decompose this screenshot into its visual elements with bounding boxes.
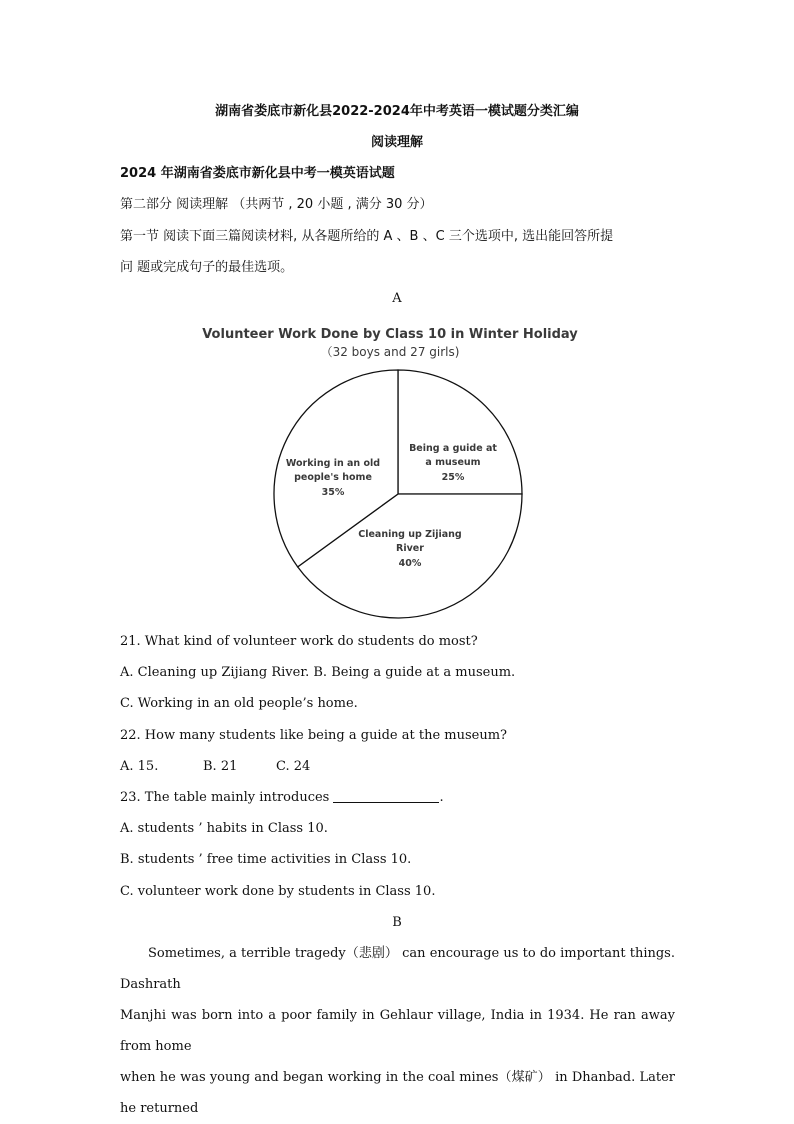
- q23-answer-blank: [333, 790, 439, 803]
- section-intro-line2: 问 题或完成句子的最佳选项。: [120, 260, 294, 275]
- q23-stem-line: [120, 789, 444, 807]
- q23-option-a: A. students ’ habits in Class 10.: [120, 821, 328, 836]
- passage-a-label: A: [392, 291, 402, 306]
- chart-title: Volunteer Work Done by Class 10 in Winter Holiday: [202, 327, 578, 342]
- q21-stem: 21. What kind of volunteer work do students do most?: [120, 634, 478, 649]
- q22-stem: 22. How many students like being a guide at the museum?: [120, 728, 508, 743]
- slice-label-guide-line2: a museum: [425, 457, 481, 468]
- passage-b-line1-text: Sometimes, a terrible tragedy（悲剧） can encourage us to do important things. Dashrath: [120, 946, 675, 992]
- passage-b-paragraph: [120, 938, 675, 1124]
- main-title: 湖南省娄底市新化县2022-2024年中考英语一模试题分类汇编: [215, 104, 579, 119]
- slice-label-working-line2: people's home: [294, 472, 372, 483]
- slice-label-guide-line1: Being a guide at: [409, 443, 497, 454]
- pie-slices: [274, 370, 522, 618]
- chart-subtitle: （32 boys and 27 girls): [320, 345, 460, 359]
- q22-options: [120, 758, 420, 776]
- slice-label-cleaning-line2: River: [396, 543, 424, 554]
- q22-option-b: B. 21: [203, 759, 238, 774]
- slice-label-cleaning-line1: Cleaning up Zijiang: [358, 529, 462, 540]
- slice-value-cleaning: 40%: [398, 558, 422, 569]
- passage-b-line1: [120, 938, 675, 1000]
- slice-value-guide: 25%: [441, 472, 465, 483]
- q21-options-line2: C. Working in an old people’s home.: [120, 696, 358, 711]
- q21-options-line1: A. Cleaning up Zijiang River. B. Being a guide at a museum.: [120, 665, 516, 680]
- section-subtitle: 阅读理解: [370, 135, 423, 150]
- section-intro-line1: 第一节 阅读下面三篇阅读材料, 从各题所给的 A 、B 、C 三个选项中, 选出能回答所提: [120, 229, 614, 244]
- passage-b-line3: when he was young and began working in the coal mines（煤矿） in Dhanbad. Later he returned: [120, 1070, 675, 1116]
- pie-chart: [200, 318, 600, 628]
- slice-value-working: 35%: [321, 487, 345, 498]
- q23-option-c: C. volunteer work done by students in Class 10.: [120, 884, 436, 899]
- exam-title: 2024 年湖南省娄底市新化县中考一模英语试题: [120, 166, 395, 181]
- q22-option-a: A. 15.: [120, 759, 159, 774]
- part-heading: 第二部分 阅读理解 （共两节 , 20 小题 , 满分 30 分）: [120, 197, 433, 212]
- passage-b-line2: Manjhi was born into a poor family in Gehlaur village, India in 1934. He ran away from home: [120, 1008, 675, 1054]
- q23-stem-end: .: [439, 790, 444, 805]
- q23-stem: 23. The table mainly introduces: [120, 790, 330, 805]
- slice-label-working-line1: Working in an old: [285, 458, 381, 469]
- passage-b-label: B: [392, 915, 402, 930]
- q22-option-c: C. 24: [276, 759, 311, 774]
- q23-option-b: B. students ’ free time activities in Class 10.: [120, 852, 412, 867]
